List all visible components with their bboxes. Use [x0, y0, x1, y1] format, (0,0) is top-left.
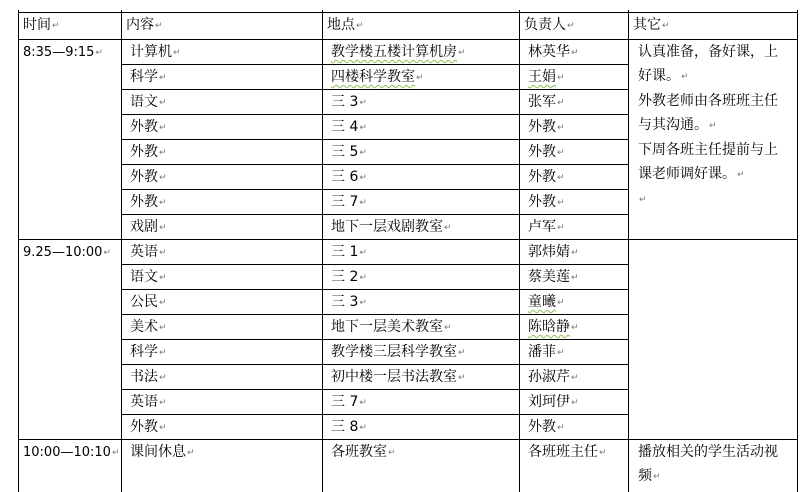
paragraph-mark-icon: ↵: [571, 48, 579, 58]
paragraph-mark-icon: ↵: [557, 73, 565, 83]
time-cell: [23, 241, 111, 265]
paragraph-mark-icon: ↵: [639, 195, 647, 205]
paragraph-mark-icon: ↵: [571, 248, 579, 258]
place-cell-text: 三 3: [331, 94, 359, 110]
paragraph-mark-icon: ↵: [159, 398, 167, 408]
paragraph-mark-icon: ↵: [458, 48, 466, 58]
paragraph-mark-icon: ↵: [557, 148, 565, 158]
paragraph-mark-icon: ↵: [159, 248, 167, 258]
paragraph-mark-icon: ↵: [359, 198, 367, 208]
content-cell-text: 英语: [130, 244, 158, 260]
place-cell-text: 四楼科学教室: [331, 69, 415, 85]
person-cell: [528, 315, 579, 340]
paragraph-mark-icon: ↵: [159, 73, 167, 83]
paragraph-mark-icon: ↵: [557, 173, 565, 183]
place-cell: [331, 390, 367, 415]
person-cell: [528, 290, 565, 315]
paragraph-mark-icon: ↵: [416, 73, 424, 83]
paragraph-mark-icon: ↵: [52, 21, 60, 31]
paragraph-mark-icon: ↵: [681, 72, 689, 82]
place-cell: [331, 365, 466, 390]
place-cell: [331, 340, 466, 365]
place-cell: [331, 315, 452, 340]
content-cell: [130, 215, 167, 240]
place-cell: [331, 165, 367, 190]
paragraph-mark-icon: ↵: [159, 423, 167, 433]
paragraph-mark-icon: ↵: [359, 98, 367, 108]
paragraph-mark-icon: ↵: [444, 223, 452, 233]
header-content-text: 内容: [126, 17, 154, 33]
paragraph-mark-icon: ↵: [103, 248, 111, 258]
place-cell: [331, 265, 367, 290]
content-cell-text: 语文: [130, 269, 158, 285]
content-cell: [130, 265, 167, 290]
person-cell-text: 林英华: [528, 44, 570, 60]
content-cell: [130, 315, 167, 340]
paragraph-mark-icon: ↵: [557, 98, 565, 108]
content-cell-text: 书法: [130, 369, 158, 385]
note-text: 外教老师由各班班主任与其沟通。: [638, 93, 778, 133]
person-cell: [528, 40, 579, 65]
place-cell-text: 三 8: [331, 419, 359, 435]
person-cell-text: 潘菲: [528, 344, 556, 360]
content-cell-text: 英语: [130, 394, 158, 410]
place-cell: [331, 440, 396, 465]
paragraph-mark-icon: ↵: [359, 298, 367, 308]
person-cell-text: 刘珂伊: [528, 394, 570, 410]
content-cell: [130, 340, 167, 365]
content-cell: [130, 65, 167, 90]
content-cell-text: 科学: [130, 69, 158, 85]
content-cell-text: 语文: [130, 94, 158, 110]
note-text: 认真准备，备好课，上好课。: [638, 44, 778, 84]
paragraph-mark-icon: ↵: [359, 123, 367, 133]
person-cell-text: 外教: [528, 169, 556, 185]
place-cell-text: 初中楼一层书法教室: [331, 369, 457, 385]
column-border: [322, 10, 323, 492]
column-border: [628, 10, 629, 492]
content-cell: [130, 115, 167, 140]
person-cell-text: 外教: [528, 119, 556, 135]
person-cell: [528, 65, 565, 90]
paragraph-mark-icon: ↵: [359, 423, 367, 433]
person-cell-text: 外教: [528, 144, 556, 160]
paragraph-mark-icon: ↵: [111, 448, 120, 458]
place-cell-text: 三 4: [331, 119, 359, 135]
place-cell: [331, 290, 367, 315]
content-cell: [130, 240, 167, 265]
person-cell-text: 张军: [528, 94, 556, 110]
time-cell: [23, 441, 119, 465]
paragraph-mark-icon: ↵: [159, 298, 167, 308]
paragraph-mark-icon: ↵: [571, 373, 579, 383]
content-cell: [130, 165, 167, 190]
content-cell: [130, 365, 167, 390]
paragraph-mark-icon: ↵: [159, 123, 167, 133]
paragraph-mark-icon: ↵: [557, 198, 565, 208]
paragraph-mark-icon: ↵: [557, 123, 565, 133]
person-cell: [528, 415, 565, 440]
content-cell: [130, 440, 195, 465]
person-cell: [528, 140, 565, 165]
person-cell-text: 王娟: [528, 69, 556, 85]
place-cell-text: 教学楼五楼计算机房: [331, 44, 457, 60]
column-border: [797, 10, 798, 492]
place-cell-text: 地下一层戏剧教室: [331, 219, 443, 235]
place-cell: [331, 40, 466, 65]
header-time-text: 时间: [23, 17, 51, 33]
time-cell-text: 10:00—10:10: [23, 445, 111, 460]
place-cell: [331, 415, 367, 440]
note-paragraph: [638, 138, 788, 187]
paragraph-mark-icon: ↵: [571, 398, 579, 408]
header-time: [23, 13, 60, 38]
paragraph-mark-icon: ↵: [599, 448, 607, 458]
content-cell-text: 戏剧: [130, 219, 158, 235]
person-cell-text: 外教: [528, 419, 556, 435]
content-cell-text: 科学: [130, 344, 158, 360]
paragraph-mark-icon: ↵: [159, 373, 167, 383]
person-cell: [528, 240, 579, 265]
content-cell: [130, 415, 167, 440]
header-other: [633, 13, 670, 38]
content-cell-text: 外教: [130, 119, 158, 135]
paragraph-mark-icon: ↵: [159, 348, 167, 358]
person-cell: [528, 365, 579, 390]
notes-block-3: [638, 440, 788, 489]
person-cell-text: 蔡美莲: [528, 269, 570, 285]
header-content: [126, 13, 163, 38]
place-cell-text: 教学楼三层科学教室: [331, 344, 457, 360]
paragraph-mark-icon: ↵: [388, 448, 396, 458]
header-person: [524, 13, 575, 38]
paragraph-mark-icon: ↵: [567, 21, 575, 31]
paragraph-mark-icon: ↵: [356, 21, 364, 31]
header-place: [327, 13, 364, 38]
content-cell-text: 公民: [130, 294, 158, 310]
content-cell-text: 课间休息: [130, 444, 186, 460]
content-cell-text: 计算机: [130, 44, 172, 60]
content-cell-text: 外教: [130, 169, 158, 185]
person-cell-text: 卢军: [528, 219, 556, 235]
person-cell: [528, 340, 565, 365]
paragraph-mark-icon: ↵: [709, 121, 717, 131]
person-cell: [528, 440, 607, 465]
header-other-text: 其它: [633, 17, 661, 33]
column-border: [121, 10, 122, 492]
paragraph-mark-icon: ↵: [557, 223, 565, 233]
person-cell-text: 童曦: [528, 294, 556, 310]
person-cell: [528, 90, 565, 115]
paragraph-mark-icon: ↵: [159, 223, 167, 233]
content-cell: [130, 140, 167, 165]
place-cell: [331, 190, 367, 215]
paragraph-mark-icon: ↵: [653, 472, 661, 482]
place-cell-text: 三 7: [331, 394, 359, 410]
place-cell-text: 三 3: [331, 294, 359, 310]
person-cell: [528, 165, 565, 190]
person-cell-text: 外教: [528, 194, 556, 210]
time-cell-text: 9.25—10:00: [23, 245, 103, 260]
person-cell: [528, 265, 579, 290]
paragraph-mark-icon: ↵: [359, 248, 367, 258]
paragraph-mark-icon: ↵: [571, 273, 579, 283]
time-cell: [23, 41, 103, 65]
person-cell: [528, 115, 565, 140]
note-text: 下周各班主任提前与上课老师调好课。: [638, 142, 778, 182]
place-cell-text: 三 5: [331, 144, 359, 160]
person-cell: [528, 215, 565, 240]
paragraph-mark-icon: ↵: [173, 48, 181, 58]
content-cell-text: 外教: [130, 144, 158, 160]
paragraph-mark-icon: ↵: [737, 170, 745, 180]
place-cell-text: 三 7: [331, 194, 359, 210]
content-cell: [130, 90, 167, 115]
paragraph-mark-icon: ↵: [557, 423, 565, 433]
content-cell: [130, 190, 167, 215]
place-cell: [331, 215, 452, 240]
place-cell: [331, 115, 367, 140]
person-cell-text: 郭炜婧: [528, 244, 570, 260]
place-cell: [331, 240, 367, 265]
place-cell-text: 三 6: [331, 169, 359, 185]
paragraph-mark-icon: ↵: [187, 448, 195, 458]
paragraph-mark-icon: ↵: [155, 21, 163, 31]
paragraph-mark-icon: ↵: [557, 348, 565, 358]
paragraph-mark-icon: ↵: [95, 48, 103, 58]
place-cell: [331, 65, 424, 90]
paragraph-mark-icon: ↵: [159, 198, 167, 208]
header-person-text: 负责人: [524, 17, 566, 33]
content-cell-text: 美术: [130, 319, 158, 335]
header-place-text: 地点: [327, 17, 355, 33]
paragraph-mark-icon: ↵: [159, 148, 167, 158]
content-cell: [130, 390, 167, 415]
place-cell-text: 三 2: [331, 269, 359, 285]
place-cell: [331, 140, 367, 165]
note-text: 播放相关的学生活动视频: [638, 444, 778, 484]
paragraph-mark-icon: ↵: [359, 173, 367, 183]
column-border: [18, 10, 19, 492]
content-cell-text: 外教: [130, 419, 158, 435]
paragraph-mark-icon: ↵: [159, 173, 167, 183]
paragraph-mark-icon: ↵: [159, 98, 167, 108]
column-border: [519, 10, 520, 492]
content-cell-text: 外教: [130, 194, 158, 210]
content-cell: [130, 40, 181, 65]
place-cell-text: 地下一层美术教室: [331, 319, 443, 335]
paragraph-mark-icon: ↵: [662, 21, 670, 31]
paragraph-mark-icon: ↵: [359, 398, 367, 408]
place-cell: [331, 90, 367, 115]
note-paragraph: [638, 187, 788, 212]
paragraph-mark-icon: ↵: [359, 273, 367, 283]
paragraph-mark-icon: ↵: [458, 348, 466, 358]
paragraph-mark-icon: ↵: [444, 323, 452, 333]
person-cell-text: 各班班主任: [528, 444, 598, 460]
time-cell-text: 8:35—9:15: [23, 45, 95, 60]
person-cell: [528, 190, 565, 215]
person-cell-text: 孙淑芹: [528, 369, 570, 385]
paragraph-mark-icon: ↵: [359, 148, 367, 158]
place-cell-text: 各班教室: [331, 444, 387, 460]
paragraph-mark-icon: ↵: [571, 323, 579, 333]
content-cell: [130, 290, 167, 315]
note-paragraph: [638, 40, 788, 89]
paragraph-mark-icon: ↵: [557, 298, 565, 308]
person-cell: [528, 390, 579, 415]
paragraph-mark-icon: ↵: [458, 373, 466, 383]
person-cell-text: 陈晗静: [528, 319, 570, 335]
note-paragraph: [638, 89, 788, 138]
paragraph-mark-icon: ↵: [159, 273, 167, 283]
place-cell-text: 三 1: [331, 244, 359, 260]
paragraph-mark-icon: ↵: [159, 323, 167, 333]
notes-block-1: [638, 40, 788, 212]
